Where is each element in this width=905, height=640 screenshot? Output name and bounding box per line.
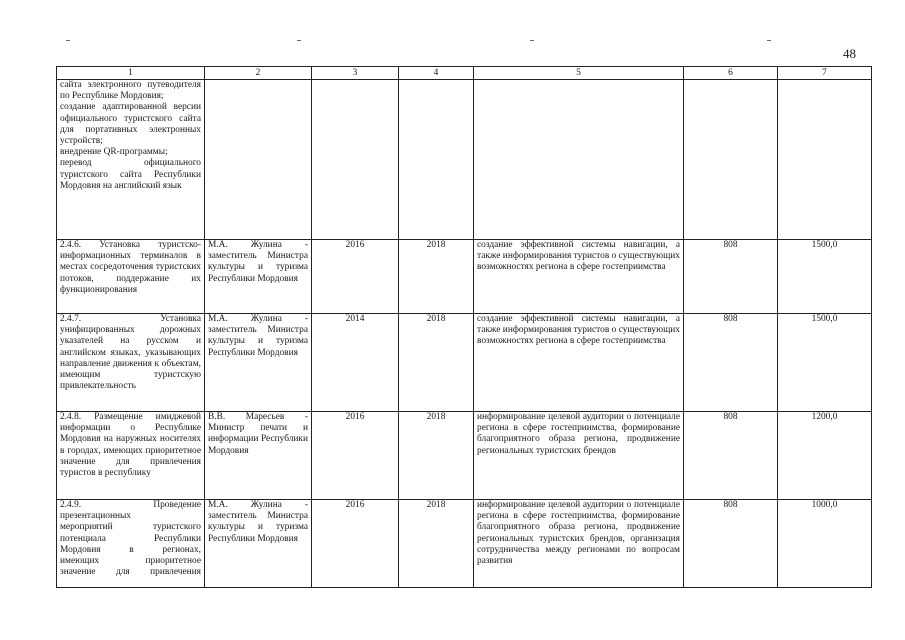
amount-cell: 1200,0 — [778, 412, 872, 500]
page-number: 48 — [843, 46, 856, 61]
code-cell: 808 — [684, 412, 778, 500]
column-number: 1 — [57, 67, 205, 80]
result-cell: информирование целевой аудитории о потенциале региона в сфере гостеприимства, формирование благоприятного образа региона, продвижение региональных туристских брендов — [474, 412, 684, 500]
column-number: 2 — [205, 67, 312, 80]
table-row — [57, 80, 872, 240]
scan-mark — [767, 40, 771, 41]
start-year-cell: 2016 — [312, 240, 399, 314]
end-year-cell: 2018 — [399, 240, 474, 314]
end-year-cell: 2018 — [399, 500, 474, 588]
table-row — [57, 500, 872, 588]
result-cell: создание эффективной системы навигации, а также информирования туристов о существующих возможностях региона в сфере гостеприимства — [474, 314, 684, 412]
table-row — [57, 412, 872, 500]
code-cell: 808 — [684, 240, 778, 314]
table-row — [57, 314, 872, 412]
responsible-cell: М.А. Жулина - заместитель Министра культуры и туризма Республики Мордовия — [205, 314, 312, 412]
code-cell: 808 — [684, 500, 778, 588]
amount-cell: 1000,0 — [778, 500, 872, 588]
result-cell — [474, 80, 684, 240]
program-activities-table — [56, 66, 872, 588]
responsible-cell: М.А. Жулина - заместитель Министра культуры и туризма Республики Мордовия — [205, 500, 312, 588]
amount-cell — [778, 80, 872, 240]
code-cell — [684, 80, 778, 240]
responsible-cell: В.В. Маресьев - Министр печати и информации Республики Мордовия — [205, 412, 312, 500]
amount-cell: 1500,0 — [778, 240, 872, 314]
column-number: 3 — [312, 67, 399, 80]
column-number: 4 — [399, 67, 474, 80]
result-cell: создание эффективной системы навигации, а также информирования туристов о существующих возможностях региона в сфере гостеприимства — [474, 240, 684, 314]
activity-cell: сайта электронного путеводителя по Республике Мордовия; создание адаптированной версии официального туристского сайта для портативных электронных устройств; внедрение QR-программы; перевод официального туристского сайта Республики Мордовия на английский язык — [57, 80, 205, 240]
responsible-cell: М.А. Жулина - заместитель Министра культуры и туризма Республики Мордовия — [205, 240, 312, 314]
responsible-cell — [205, 80, 312, 240]
start-year-cell: 2014 — [312, 314, 399, 412]
start-year-cell: 2016 — [312, 500, 399, 588]
scan-mark — [66, 40, 70, 41]
activity-cell: 2.4.8. Размещение имиджевой информации о Республике Мордовия на наружных носителях в городах, имеющих приоритетное значение для привлечения туристов в республику — [57, 412, 205, 500]
end-year-cell: 2018 — [399, 314, 474, 412]
column-number-row — [57, 67, 872, 80]
activity-cell: 2.4.7. Установка унифицированных дорожных указателей на русском и английском языках, указывающих направление движения к объектам, имеющим туристскую привлекательность — [57, 314, 205, 412]
table-row — [57, 240, 872, 314]
column-number: 6 — [684, 67, 778, 80]
column-number: 5 — [474, 67, 684, 80]
activity-cell: 2.4.9. Проведение презентационных мероприятий туристского потенциала Республики Мордовия в регионах, имеющих приоритетное значение для привлечения — [57, 500, 205, 588]
scan-mark — [297, 40, 301, 41]
column-number: 7 — [778, 67, 872, 80]
amount-cell: 1500,0 — [778, 314, 872, 412]
scan-mark — [530, 40, 534, 41]
code-cell: 808 — [684, 314, 778, 412]
end-year-cell: 2018 — [399, 412, 474, 500]
activity-cell: 2.4.6. Установка туристско-информационных терминалов в местах сосредоточения туристских потоков, поддержание их функционирования — [57, 240, 205, 314]
start-year-cell: 2016 — [312, 412, 399, 500]
result-cell: информирование целевой аудитории о потенциале региона в сфере гостеприимства, формирование благоприятного образа региона, продвижение региональных туристских брендов, организация сотрудничества между регионами по вопросам развития — [474, 500, 684, 588]
start-year-cell — [312, 80, 399, 240]
end-year-cell — [399, 80, 474, 240]
